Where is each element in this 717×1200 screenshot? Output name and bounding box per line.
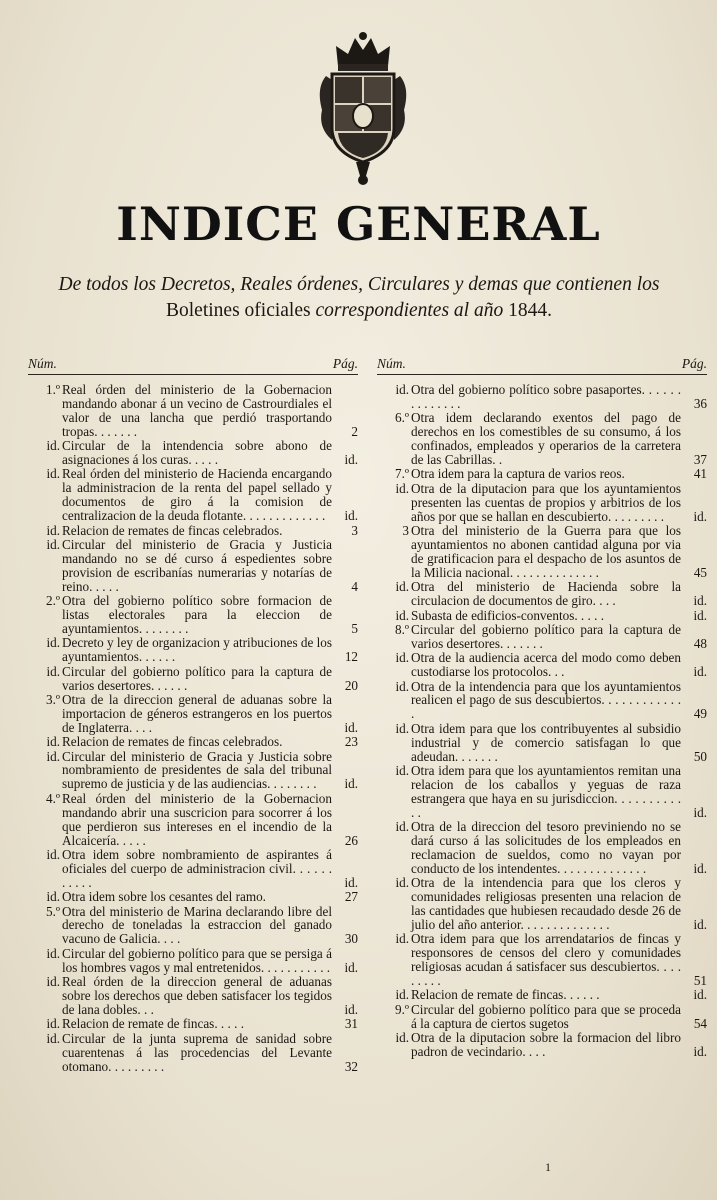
entry-page: 31 <box>344 1016 358 1032</box>
right-column-header <box>377 356 707 375</box>
entry-page: 51 <box>693 973 707 989</box>
entry-page: id. <box>693 987 707 1003</box>
index-entry <box>28 383 358 439</box>
entry-page: 3 <box>351 522 358 538</box>
entry-page: 45 <box>693 564 707 580</box>
num-header: Núm. <box>377 356 406 371</box>
index-entry <box>377 411 707 467</box>
entry-number: id. <box>395 819 409 835</box>
index-entry <box>377 651 707 679</box>
entry-page: id. <box>344 874 358 890</box>
entry-text: Circular de la intendencia sobre abono de asignaciones á los curas. . . . . <box>62 438 332 468</box>
index-entry <box>28 524 358 538</box>
entry-page: id. <box>344 452 358 468</box>
index-entry <box>377 680 707 722</box>
entry-page: 20 <box>344 677 358 693</box>
entry-text: Otra idem declarando exentos del pago de derechos en los comestibles de su consumo, á los confinados, empleados y operarios de la carretera de las Cabrillas. . <box>411 410 681 468</box>
entry-page: id. <box>693 593 707 609</box>
entry-number: id. <box>46 748 60 764</box>
entry-number: id. <box>395 480 409 496</box>
entry-number: 4.º <box>46 790 60 806</box>
entry-number: id. <box>395 382 409 397</box>
entry-page: id. <box>693 607 707 623</box>
entry-number: id. <box>46 1016 60 1032</box>
entry-number: id. <box>395 931 409 947</box>
left-column-header <box>28 356 358 375</box>
entry-text: Otra del ministerio de Marina declarando libre del derecho de toneladas la estraccion del ganado vacuno de Galicia. . . . <box>62 903 332 947</box>
royal-coat-of-arms-icon <box>308 28 418 188</box>
index-entry <box>28 947 358 975</box>
entry-text: Real órden del ministerio de Hacienda encargando la administracion de la renta del papel sellado y documentos de giro á la comision de centralizacion de la deuda flotante. . . . . . . . . . . . . <box>62 466 332 524</box>
entry-page: 37 <box>693 452 707 468</box>
entry-number: 3.º <box>46 691 60 707</box>
index-entry <box>377 876 707 932</box>
entry-page: id. <box>693 664 707 680</box>
entry-text: Otra idem para que los ayuntamientos remitan una relacion de los caballos y yeguas de raza estrangera que haya en su jurisdiccion. . . . . . . . . . . . <box>411 762 681 820</box>
index-entry <box>377 932 707 988</box>
index-entry <box>377 609 707 623</box>
entry-page: id. <box>693 916 707 932</box>
pag-header: Pág. <box>332 356 358 371</box>
entry-number: 8.º <box>395 621 409 637</box>
entry-number: id. <box>395 987 409 1003</box>
entry-number: id. <box>395 1030 409 1046</box>
entry-text: Otra del ministerio de Hacienda sobre la circulacion de documentos de giro. . . . <box>411 579 681 609</box>
entry-number: id. <box>395 607 409 623</box>
right-column <box>377 356 707 1060</box>
index-entry <box>28 750 358 792</box>
index-entry <box>28 467 358 523</box>
entry-number: id. <box>395 678 409 694</box>
entry-text: Circular del gobierno político para que se proceda á la captura de ciertos sugetos <box>411 1001 681 1031</box>
entry-number: 2.º <box>46 593 60 609</box>
entry-text: Otra idem para que los contribuyentes al subsidio industrial y de comercio satisfagan lo que adeudan. . . . . . . <box>411 720 681 764</box>
entry-text: Relacion de remates de fincas celebrados. <box>62 522 283 538</box>
entry-page: 36 <box>693 395 707 411</box>
subtitle-year: 1844. <box>508 300 552 321</box>
entry-number: id. <box>395 762 409 778</box>
entry-number: id. <box>46 1030 60 1046</box>
entry-page: id. <box>344 959 358 975</box>
entry-number: id. <box>46 945 60 961</box>
entry-page: 12 <box>344 649 358 665</box>
entry-text: Relacion de remate de fincas. . . . . <box>62 1016 244 1032</box>
entry-text: Otra de la diputacion para que los ayuntamientos presenten las cuentas de propios y arbitrios de los años por que se hallan en descubierto. . . . . . . . . <box>411 480 681 524</box>
entry-text: Circular del gobierno político para la captura de varios desertores. . . . . . . <box>411 621 681 651</box>
entry-text: Circular de la junta suprema de sanidad sobre cuarentenas á las procedencias del Levante otomano. . . . . . . . . <box>62 1030 332 1074</box>
index-entry <box>28 636 358 664</box>
entry-number: id. <box>395 720 409 736</box>
subtitle-line-1: De todos los Decretos, Reales órdenes, Circulares y demas que contienen los <box>58 274 660 295</box>
entry-page: id. <box>344 719 358 735</box>
entry-text: Otra idem sobre los cesantes del ramo. <box>62 889 266 905</box>
entry-number: id. <box>46 846 60 862</box>
entry-page: id. <box>693 508 707 524</box>
index-entry <box>28 1032 358 1074</box>
index-entry <box>377 764 707 820</box>
entry-text: Circular del gobierno político para la captura de varios desertores. . . . . . <box>62 663 332 693</box>
entry-page: 54 <box>693 1015 707 1031</box>
page-title: INDICE GENERAL <box>116 197 601 251</box>
index-entry <box>377 623 707 651</box>
index-entry <box>28 538 358 594</box>
entry-number: 3 <box>402 523 409 539</box>
entry-number: id. <box>46 438 60 454</box>
entry-number: id. <box>395 579 409 595</box>
entry-text: Otra del gobierno político sobre pasaportes. . . . . . . . . . . . . . <box>411 382 681 411</box>
entry-text: Otra de la diputacion sobre la formacion del libro padron de vecindario. . . . <box>411 1030 681 1060</box>
index-entry <box>377 820 707 876</box>
entry-number: 6.º <box>395 410 409 426</box>
entry-page: 32 <box>344 1058 358 1074</box>
entry-page: 48 <box>693 635 707 651</box>
entry-number: id. <box>46 635 60 651</box>
entry-text: Otra de la audiencia acerca del modo como deben custodiarse los protocolos. . . <box>411 650 681 680</box>
left-column <box>28 356 358 1074</box>
index-entry <box>28 735 358 749</box>
entry-number: id. <box>395 875 409 891</box>
index-entry <box>377 1031 707 1059</box>
entry-page: 26 <box>344 832 358 848</box>
entry-text: Otra de la direccion del tesoro previniendo no se dará curso á las solicitudes de los empleados en reclamacion de sueldos, como no vayan por conducto de los intendentes. . . . . . . . . . . . . . <box>411 819 681 876</box>
right-entry-list <box>377 383 707 1059</box>
left-entry-list <box>28 383 358 1073</box>
index-entry <box>28 1017 358 1031</box>
entry-page: 41 <box>693 466 707 482</box>
index-entry <box>28 792 358 848</box>
entry-page: id. <box>693 1044 707 1060</box>
index-entry <box>28 594 358 636</box>
index-entry <box>28 975 358 1017</box>
entry-page: id. <box>344 776 358 792</box>
entry-page: 27 <box>344 889 358 905</box>
entry-text: Otra del ministerio de la Guerra para que los ayuntamientos no abonen cantidad alguna por via de gratificacion para el despacho de los asuntos de la Milicia nacional. . . . . . . . . . . . . . <box>411 523 681 580</box>
entry-number: id. <box>46 974 60 990</box>
index-entry <box>377 383 707 411</box>
page-subtitle <box>14 272 704 324</box>
entry-number: 5.º <box>46 903 60 919</box>
index-entry <box>28 890 358 904</box>
entry-number: id. <box>46 522 60 538</box>
index-entry <box>377 467 707 481</box>
index-entry <box>28 693 358 735</box>
entry-number: id. <box>46 536 60 552</box>
entry-number: 1.º <box>46 382 60 397</box>
page-number: 1 <box>545 1160 551 1174</box>
index-entry <box>377 580 707 608</box>
entry-page: 5 <box>351 620 358 636</box>
entry-page: 4 <box>351 578 358 594</box>
entry-text: Real órden del ministerio de la Gobernacion mandando abrir una suscricion para socorrer á los que perdieron sus intereses en el incendio de la Alcaicería. . . . . <box>62 790 332 848</box>
entry-page: id. <box>344 508 358 524</box>
entry-page: 2 <box>351 423 358 439</box>
entry-text: Relacion de remates de fincas celebrados. <box>62 734 283 750</box>
entry-text: Circular del ministerio de Gracia y Justicia sobre nombramiento de presidentes de sala del tribunal supremo de justicia y de las audiencias. . . . . . . . <box>62 748 332 792</box>
index-entry <box>28 905 358 947</box>
entry-number: 9.º <box>395 1001 409 1017</box>
entry-number: id. <box>46 734 60 750</box>
entry-text: Otra idem sobre nombramiento de aspirantes á oficiales del cuerpo de administracion civil. . . . . . . . . . . <box>62 846 332 890</box>
index-entry <box>377 988 707 1002</box>
entry-number: id. <box>395 650 409 666</box>
entry-text: Otra de la intendencia para que los cleros y comunidades religiosas presenten una relacion de las cantidades que hubiesen recaudado desde 26 de julio del año anterior. . . . . . . . . . . . . . <box>411 875 681 932</box>
entry-page: 30 <box>344 931 358 947</box>
index-entry <box>28 439 358 467</box>
entry-page: id. <box>693 860 707 876</box>
entry-text: Subasta de edificios-conventos. . . . . <box>411 607 605 623</box>
entry-text: Otra de la direccion general de aduanas sobre la importacion de géneros estrangeros en los puertos de Inglaterra. . . . <box>62 691 332 735</box>
entry-page: 50 <box>693 748 707 764</box>
entry-text: Relacion de remate de fincas. . . . . . <box>411 987 600 1003</box>
pag-header: Pág. <box>681 356 707 371</box>
entry-text: Otra del gobierno político sobre formacion de listas electorales para la eleccion de ayuntamientos. . . . . . . . <box>62 593 332 636</box>
num-header: Núm. <box>28 356 57 371</box>
index-entry <box>28 665 358 693</box>
entry-text: Real órden de la direccion general de aduanas sobre los derechos que deben satisfacer los tegidos de lana dobles. . . <box>62 974 332 1017</box>
entry-number: id. <box>46 889 60 905</box>
entry-text: Circular del gobierno político para que se persiga á los hombres vagos y mal entretenidos. . . . . . . . . . . <box>62 945 332 975</box>
entry-text: Circular del ministerio de Gracia y Justicia mandando no se dé curso á espedientes sobre provision de escribanías numerarias y notarías de reino. . . . . <box>62 536 332 594</box>
entry-text: Decreto y ley de organizacion y atribuciones de los ayuntamientos. . . . . . <box>62 635 333 665</box>
entry-page: id. <box>693 804 707 820</box>
index-entry <box>377 482 707 524</box>
entry-page: id. <box>344 1001 358 1017</box>
index-entry <box>377 722 707 764</box>
entry-text: Real órden del ministerio de la Gobernacion mandando abonar á un vecino de Castrourdiales el valor de una lancha que perdió trasportando tropas. . . . . . . <box>62 382 332 439</box>
entry-number: id. <box>46 466 60 482</box>
entry-number: id. <box>46 663 60 679</box>
index-entry <box>377 1003 707 1031</box>
entry-text: Otra de la intendencia para que los ayuntamientos realicen el pago de sus descubiertos. . . . . . . . . . . . . <box>411 678 681 722</box>
entry-text: Otra idem para que los arrendatarios de fincas y responsores de censos del clero y comunidades religiosas acudan á satisfacer sus descubiertos. . . . . . . . . <box>411 931 681 989</box>
entry-page: 23 <box>344 734 358 750</box>
entry-number: 7.º <box>395 466 409 482</box>
subtitle-plain: Boletines oficiales <box>166 300 311 321</box>
entry-text: Otra idem para la captura de varios reos. <box>411 466 625 482</box>
index-entry <box>377 524 707 580</box>
subtitle-italic: correspondientes al año <box>315 300 504 321</box>
entry-page: 49 <box>693 706 707 722</box>
index-entry <box>28 848 358 890</box>
